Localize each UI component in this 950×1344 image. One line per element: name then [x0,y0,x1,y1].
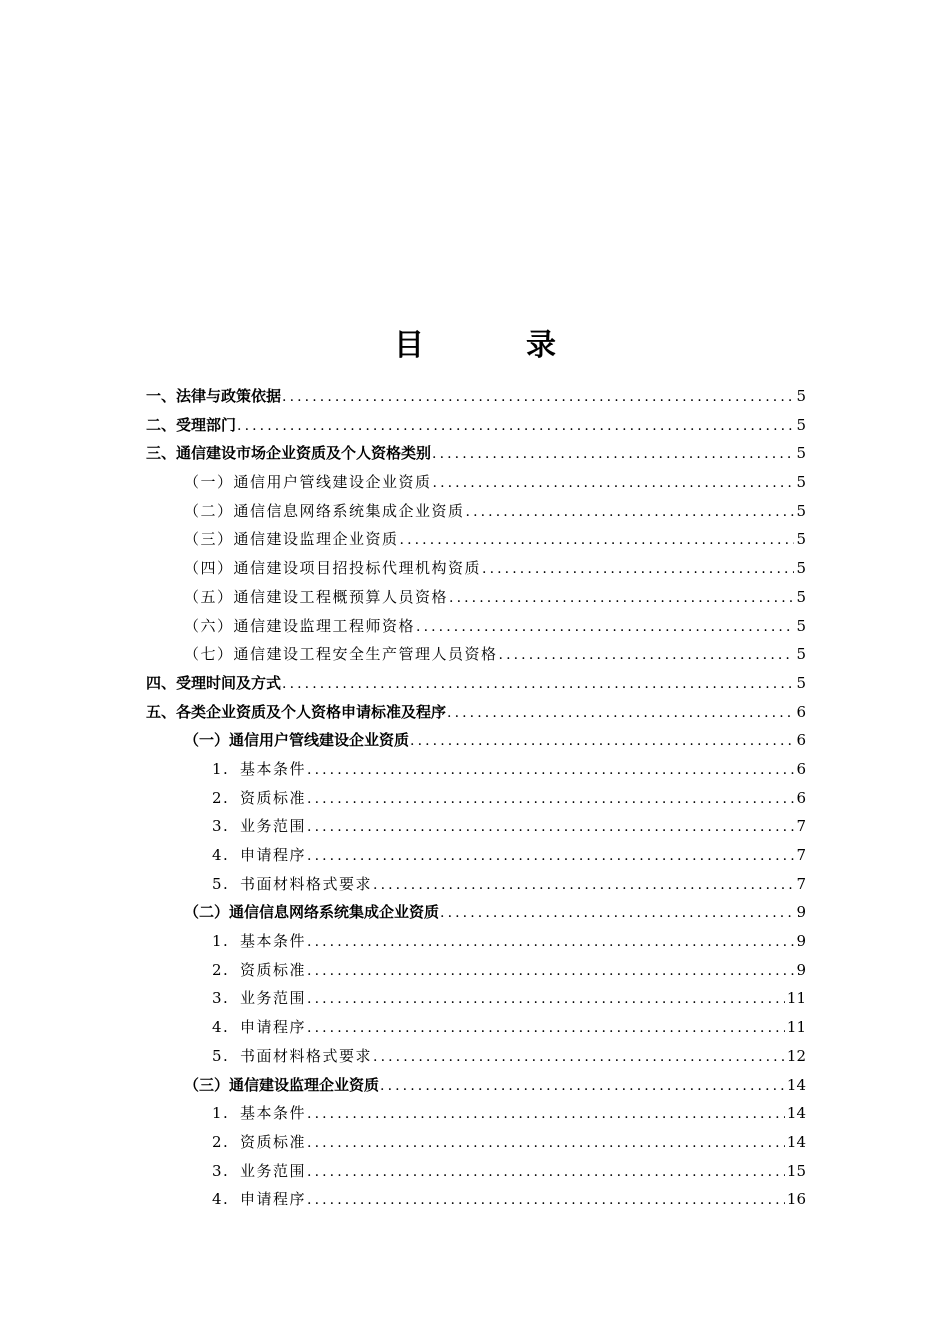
toc-entry-text: 资质标准 [240,1132,307,1151]
toc-entry-label [212,1157,306,1186]
toc-entry[interactable] [146,525,806,554]
toc-dot-leader [307,785,794,814]
toc-page-number: 7 [796,846,806,864]
toc-entry-label [212,1099,306,1128]
toc-entry-text: 五、各类企业资质及个人资格申请标准及程序 [146,702,447,721]
toc-entry-text: 资质标准 [240,788,307,807]
toc-entry-text: （四）通信建设项目招投标代理机构资质 [184,559,482,578]
toc-dot-leader [432,440,794,469]
toc-page-number: 5 [796,415,806,434]
toc-page-number: 7 [796,874,806,893]
toc-page-number: 6 [796,788,806,807]
toc-dot-leader [433,469,795,498]
toc-page-number: 5 [796,501,806,520]
toc-entry-number: 5. [212,1046,230,1065]
toc-entry-number: 1. [212,932,230,951]
toc-dot-leader [482,555,794,584]
table-of-contents [146,382,806,1214]
toc-dot-leader [282,383,794,412]
toc-entry-label [212,1128,306,1157]
toc-entry[interactable] [146,1013,806,1042]
toc-entry-text: 业务范围 [240,989,307,1008]
toc-entry-label [212,784,306,813]
toc-page-number: 5 [796,645,806,664]
toc-entry[interactable] [146,898,806,927]
toc-entry-text: （七）通信建设工程安全生产管理人员资格 [184,645,498,664]
toc-page-number: 14 [786,1075,806,1094]
toc-entry-text: （三）通信建设监理企业资质 [184,1075,380,1094]
toc-entry-number: 4. [212,846,230,864]
toc-entry-label [184,468,432,497]
toc-entry-text: 基本条件 [240,932,307,951]
toc-page-number: 16 [786,1190,806,1209]
toc-entry-label [184,497,465,526]
toc-dot-leader [380,1072,785,1101]
toc-entry-label [146,439,431,468]
toc-dot-leader [307,1129,785,1158]
toc-entry-text: 书面材料格式要求 [240,1046,373,1065]
toc-entry[interactable] [146,698,806,727]
toc-dot-leader [449,584,794,613]
toc-dot-leader [373,1043,785,1072]
toc-entry-text: 基本条件 [240,759,307,778]
toc-entry-text: （一）通信用户管线建设企业资质 [184,473,432,492]
toc-page-number: 15 [786,1161,806,1180]
toc-entry[interactable] [146,411,806,440]
toc-entry-text: （三）通信建设监理企业资质 [184,530,399,549]
toc-page-number: 5 [796,559,806,578]
toc-entry-number: 1. [212,759,230,778]
toc-entry-label [212,927,306,956]
toc-entry-label [212,984,306,1013]
toc-page-number: 5 [796,587,806,606]
toc-entry-text: 业务范围 [240,817,307,836]
toc-entry[interactable] [146,927,806,956]
toc-entry[interactable] [146,726,806,755]
toc-entry-label [146,382,281,411]
toc-dot-leader [307,1100,785,1129]
toc-dot-leader [400,526,795,555]
toc-dot-leader [237,412,794,441]
toc-dot-leader [282,670,794,699]
toc-entry[interactable] [146,1157,806,1186]
toc-entry[interactable] [146,841,806,870]
toc-entry-text: 申请程序 [240,1018,307,1037]
toc-page-number: 9 [796,960,806,979]
toc-entry-label [212,812,306,841]
toc-entry[interactable] [146,554,806,583]
toc-entry-label [184,640,498,669]
toc-entry[interactable] [146,1071,806,1100]
toc-entry-text: 资质标准 [240,960,307,979]
toc-entry-text: （五）通信建设工程概预算人员资格 [184,587,449,606]
toc-entry-label [146,698,446,727]
toc-dot-leader [416,613,794,642]
toc-page-number: 5 [796,444,806,463]
toc-entry[interactable] [146,956,806,985]
toc-entry-number: 3. [212,1161,230,1180]
toc-entry-text: （二）通信信息网络系统集成企业资质 [184,903,440,922]
toc-dot-leader [499,641,795,670]
toc-entry-number: 5. [212,874,230,893]
page-title: 目 录 [394,328,592,363]
toc-entry[interactable] [146,640,806,669]
toc-entry[interactable] [146,583,806,612]
toc-entry-text: 基本条件 [240,1104,307,1123]
toc-entry-number: 2. [212,788,230,807]
toc-entry-text: （一）通信用户管线建设企业资质 [184,731,410,750]
toc-entry-label [212,1042,372,1071]
toc-entry[interactable] [146,669,806,698]
toc-entry-number: 3. [212,817,230,836]
toc-entry-label [184,726,409,755]
toc-entry-text: 申请程序 [240,846,307,864]
toc-entry-text: 申请程序 [240,1190,307,1209]
toc-entry-text: （二）通信信息网络系统集成企业资质 [184,501,465,520]
toc-entry-label [184,612,415,641]
toc-page-number: 9 [796,932,806,951]
toc-entry[interactable] [146,612,806,641]
toc-page-number: 11 [786,1018,806,1037]
toc-entry[interactable] [146,1185,806,1214]
toc-entry-text: 三、通信建设市场企业资质及个人资格类别 [146,444,432,463]
toc-entry-label [212,841,306,870]
toc-entry-label [146,411,236,440]
toc-page-number: 6 [796,759,806,778]
toc-entry[interactable] [146,1042,806,1071]
toc-dot-leader [307,957,794,986]
toc-dot-leader [440,899,794,928]
toc-entry[interactable] [146,870,806,899]
toc-page-number: 11 [786,989,806,1008]
toc-entry-label [212,956,306,985]
toc-dot-leader [307,1186,785,1215]
toc-page-number: 14 [786,1132,806,1151]
toc-entry-text: （六）通信建设监理工程师资格 [184,616,416,635]
toc-entry-text: 一、法律与政策依据 [146,387,282,405]
toc-page-number: 5 [796,387,806,405]
toc-dot-leader [466,498,795,527]
toc-dot-leader [410,727,794,756]
toc-entry[interactable] [146,755,806,784]
toc-entry-number: 1. [212,1104,230,1123]
toc-page-number: 14 [786,1104,806,1123]
toc-entry-label [212,755,306,784]
toc-dot-leader [447,699,794,728]
toc-entry[interactable] [146,468,806,497]
toc-dot-leader [307,842,794,871]
toc-entry[interactable] [146,784,806,813]
toc-entry-text: 书面材料格式要求 [240,874,373,893]
toc-entry-number: 4. [212,1018,230,1037]
toc-dot-leader [307,985,785,1014]
toc-entry[interactable] [146,812,806,841]
toc-entry-label [212,1185,306,1214]
toc-entry-label [212,1013,306,1042]
toc-entry-number: 4. [212,1190,230,1209]
toc-entry[interactable] [146,497,806,526]
toc-entry-label [184,554,481,583]
toc-entry-number: 3. [212,989,230,1008]
toc-dot-leader [307,756,794,785]
toc-dot-leader [307,813,794,842]
toc-entry-label [184,583,448,612]
toc-page-number: 5 [796,616,806,635]
toc-entry-label [146,669,281,698]
toc-dot-leader [307,1014,785,1043]
toc-entry[interactable] [146,1128,806,1157]
toc-entry[interactable] [146,382,806,411]
toc-page-number: 6 [796,702,806,721]
toc-page-number: 6 [796,731,806,750]
toc-entry-number: 2. [212,960,230,979]
toc-page-number: 7 [796,817,806,836]
toc-page-number: 5 [796,530,806,549]
toc-entry[interactable] [146,439,806,468]
toc-page-number: 5 [796,673,806,692]
toc-dot-leader [307,928,794,957]
toc-entry-label [184,898,439,927]
toc-entry-label [212,870,372,899]
toc-dot-leader [373,871,794,900]
toc-entry-text: 业务范围 [240,1161,307,1180]
toc-entry[interactable] [146,1099,806,1128]
toc-entry-text: 二、受理部门 [146,415,237,434]
toc-entry-text: 四、受理时间及方式 [146,673,282,692]
toc-entry-number: 2. [212,1132,230,1151]
toc-entry-label [184,1071,379,1100]
toc-entry-label [184,525,399,554]
toc-entry[interactable] [146,984,806,1013]
toc-page-number: 5 [796,473,806,492]
toc-page-number: 12 [786,1046,806,1065]
toc-dot-leader [307,1158,785,1187]
toc-page-number: 9 [796,903,806,922]
